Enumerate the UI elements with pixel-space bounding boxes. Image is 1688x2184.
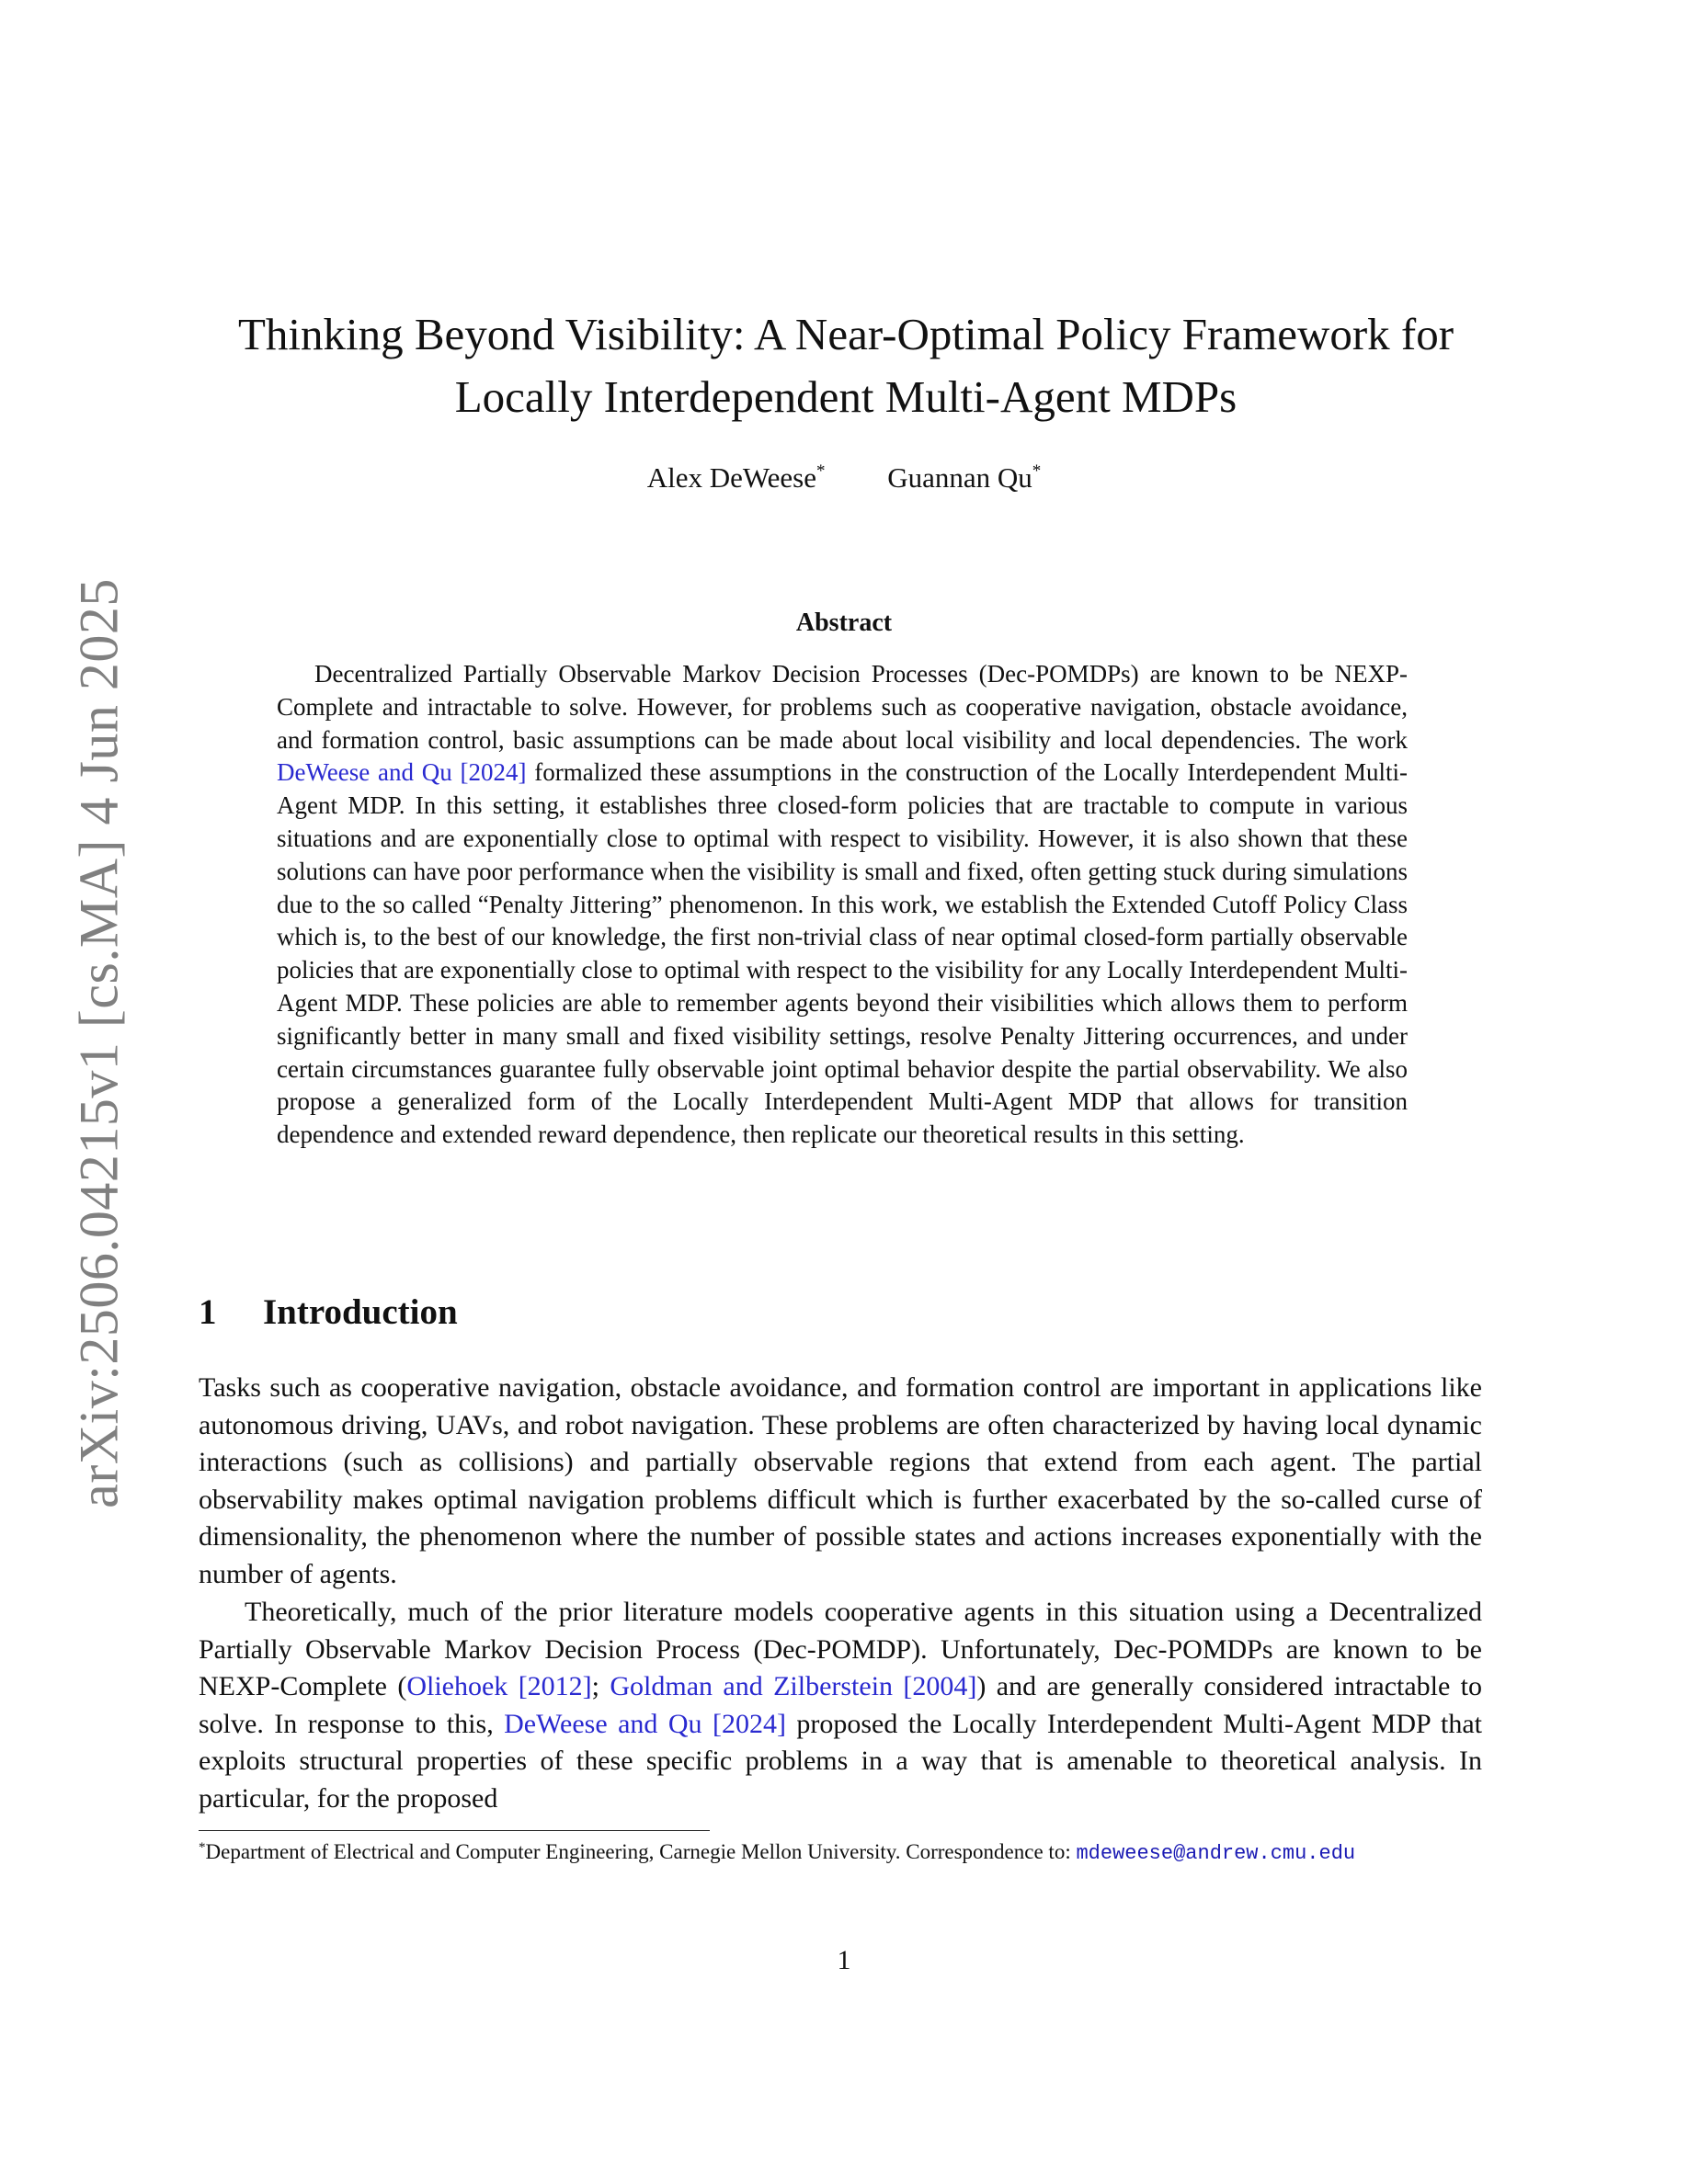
section-title: Introduction bbox=[263, 1292, 458, 1332]
intro-paragraph-2 bbox=[199, 1594, 1482, 1818]
intro-p2-text-1: Theoretically, much of the prior literature models cooperative agents in this situation using a Decentralized Partially Observable Markov Decision Process (Dec-POMDP). Unfortunately, Dec-POMDPs are known to be NEXP-Complete ( bbox=[199, 1597, 1482, 1702]
citation-deweese-author[interactable]: DeWeese and Qu bbox=[504, 1708, 702, 1739]
footnote-text: Department of Electrical and Computer Engineering, Carnegie Mellon University. Correspondence to: bbox=[205, 1840, 1077, 1863]
citation-deweese-year[interactable]: [2024] bbox=[712, 1708, 786, 1739]
citation-goldman-author[interactable]: Goldman and Zilberstein bbox=[610, 1671, 894, 1702]
abstract-citation-year[interactable]: [2024] bbox=[460, 758, 527, 787]
intro-paragraph-1: Tasks such as cooperative navigation, obstacle avoidance, and formation control are important in applications like autonomous driving, UAVs, and robot navigation. These problems are often characterized by having local dynamic interactions (such as collisions) and partially observable regions that extend from each agent. The partial observability makes optimal navigation problems difficult which is further exacerbated by the so-called curse of dimensionality, the phenomenon where the number of possible states and actions increases exponentially with the number of agents. bbox=[199, 1372, 1482, 1589]
author-1-footnote-mark: * bbox=[815, 461, 826, 481]
author-1 bbox=[647, 461, 826, 494]
author-2-name: Guannan Qu bbox=[887, 461, 1032, 494]
author-1-name: Alex DeWeese bbox=[646, 461, 816, 494]
author-2 bbox=[887, 461, 1041, 494]
paper-title-line-1: Thinking Beyond Visibility: A Near-Optimal Policy Framework for bbox=[237, 309, 1454, 359]
section-heading-introduction bbox=[199, 1291, 458, 1333]
author-list bbox=[0, 461, 1688, 495]
abstract-citation-authors[interactable]: DeWeese and Qu bbox=[277, 758, 452, 787]
intro-p2-text-3: proposed the Locally Interdependent Multi-Agent MDP that exploits structural properties of these specific problems in a way that is amenable to theoretical analysis. In particular, for the proposed bbox=[199, 1708, 1483, 1814]
footnote-mark: * bbox=[199, 1840, 206, 1855]
footnote-affiliation bbox=[199, 1837, 1482, 1869]
abstract-body bbox=[277, 658, 1408, 1152]
citation-separator: ; bbox=[591, 1671, 610, 1702]
intro-p2-text-2: ) and are generally considered intractable to solve. In response to this, bbox=[199, 1671, 1483, 1739]
correspondence-email-link[interactable]: mdeweese@andrew.cmu.edu bbox=[1076, 1842, 1356, 1865]
section-number: 1 bbox=[199, 1292, 217, 1332]
author-2-footnote-mark: * bbox=[1032, 461, 1042, 481]
citation-oliehoek-year[interactable]: [2012] bbox=[518, 1671, 592, 1702]
paper-title bbox=[175, 303, 1517, 428]
footnote-divider bbox=[199, 1830, 710, 1831]
citation-goldman-year[interactable]: [2004] bbox=[903, 1671, 977, 1702]
abstract-text-part-1: Decentralized Partially Observable Markov Decision Processes (Dec-POMDPs) are known to be NEXP-Complete and intractable to solve. However, for problems such as cooperative navigation, obstacle avoidance, and formation control, basic assumptions can be made about local visibility and local dependencies. The work bbox=[277, 660, 1408, 754]
abstract-text-part-2: formalized these assumptions in the construction of the Locally Interdependent Multi-Agent MDP. In this setting, it establishes three closed-form policies that are tractable to compute in various situations and are exponentially close to optimal with respect to visibility. However, it is also shown that these solutions can have poor performance when the visibility is small and fixed, often getting stuck during simulations due to the so called “Penalty Jittering” phenomenon. In this work, we establish the Extended Cutoff Policy Class which is, to the best of our knowledge, the first non-trivial class of near optimal closed-form partially observable policies that are exponentially close to optimal with respect to the visibility for any Locally Interdependent Multi-Agent MDP. These policies are able to remember agents beyond their visibilities which allows them to perform significantly better in many small and fixed visibility settings, resolve Penalty Jittering occurrences, and under certain circumstances guarantee fully observable joint optimal behavior despite the partial observability. We also propose a generalized form of the Locally Interdependent Multi-Agent MDP that allows for transition dependence and extended reward dependence, then replicate our theoretical results in this setting. bbox=[277, 758, 1409, 1149]
citation-oliehoek-author[interactable]: Oliehoek bbox=[406, 1671, 508, 1702]
abstract-heading: Abstract bbox=[795, 609, 893, 637]
paper-title-line-2: Locally Interdependent Multi-Agent MDPs bbox=[454, 371, 1237, 422]
arxiv-identifier-stamp: arXiv:2506.04215v1 [cs.MA] 4 Jun 2025 bbox=[68, 578, 130, 1508]
page-number: 1 bbox=[837, 1945, 851, 1975]
